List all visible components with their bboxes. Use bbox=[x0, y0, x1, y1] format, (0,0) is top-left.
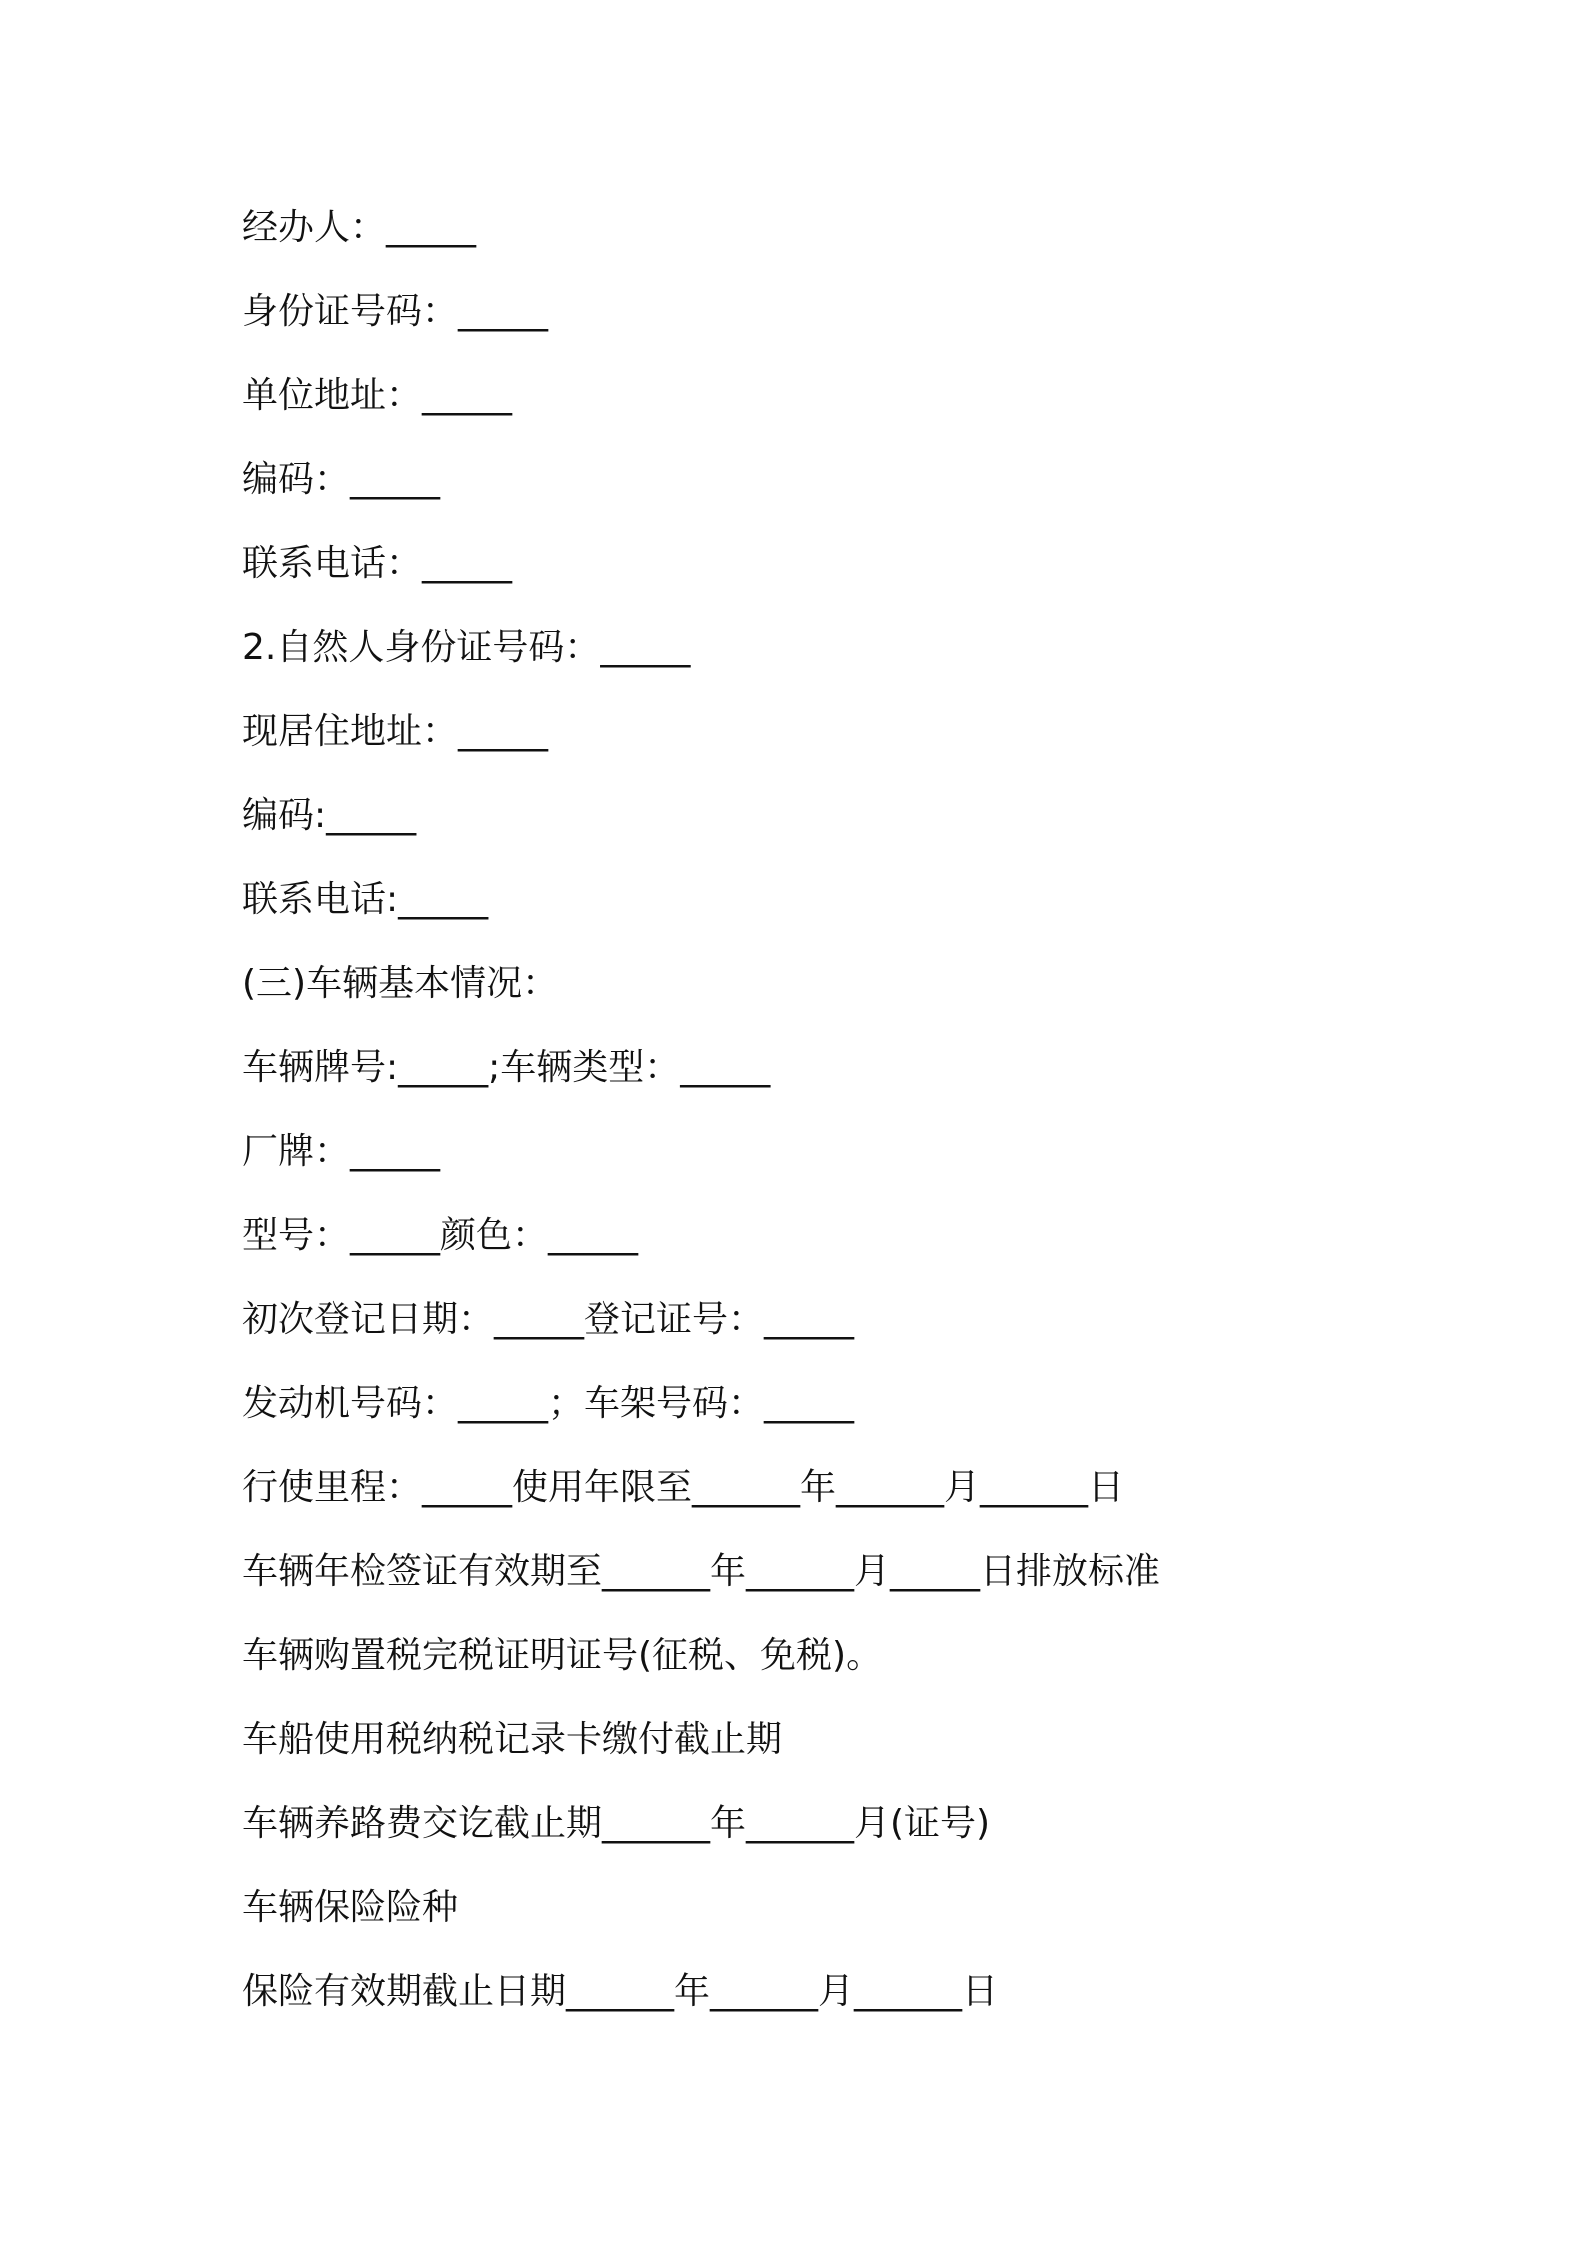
postcode-line: 编码：_____ bbox=[242, 459, 441, 500]
postcode-line-2: 编码:_____ bbox=[242, 795, 417, 836]
company-address-line: 单位地址：_____ bbox=[242, 375, 513, 416]
brand-line: 厂牌：_____ bbox=[242, 1131, 441, 1172]
road-fee-line: 车辆养路费交讫截止期______年______月(证号) bbox=[242, 1803, 991, 1844]
phone-line: 联系电话：_____ bbox=[242, 543, 513, 584]
mileage-service-life-line: 行使里程：_____使用年限至______年______月______日 bbox=[242, 1467, 1125, 1508]
vehicle-tax-line: 车船使用税纳税记录卡缴付截止期 bbox=[242, 1719, 783, 1760]
current-address-line: 现居住地址：_____ bbox=[242, 711, 549, 752]
natural-person-id-line: 2.自然人身份证号码：_____ bbox=[242, 627, 691, 668]
id-number-line: 身份证号码：_____ bbox=[242, 291, 549, 332]
registration-line: 初次登记日期：_____登记证号：_____ bbox=[242, 1299, 855, 1340]
purchase-tax-line: 车辆购置税完税证明证号(征税、免税)。 bbox=[242, 1635, 883, 1676]
model-color-line: 型号：_____颜色：_____ bbox=[242, 1215, 639, 1256]
annual-inspection-line: 车辆年检签证有效期至______年______月_____日排放标准 bbox=[242, 1551, 1161, 1592]
section-heading-vehicle-info: (三)车辆基本情况： bbox=[242, 963, 559, 1004]
engine-frame-line: 发动机号码：_____；车架号码：_____ bbox=[242, 1383, 855, 1424]
insurance-type-line: 车辆保险险种 bbox=[242, 1887, 459, 1928]
phone-line-2: 联系电话:_____ bbox=[242, 879, 489, 920]
plate-type-line: 车辆牌号:_____;车辆类型：_____ bbox=[242, 1047, 771, 1088]
agent-line: 经办人：_____ bbox=[242, 207, 477, 248]
document-body bbox=[242, 198, 1442, 2046]
insurance-expiry-line: 保险有效期截止日期______年______月______日 bbox=[242, 1971, 999, 2012]
